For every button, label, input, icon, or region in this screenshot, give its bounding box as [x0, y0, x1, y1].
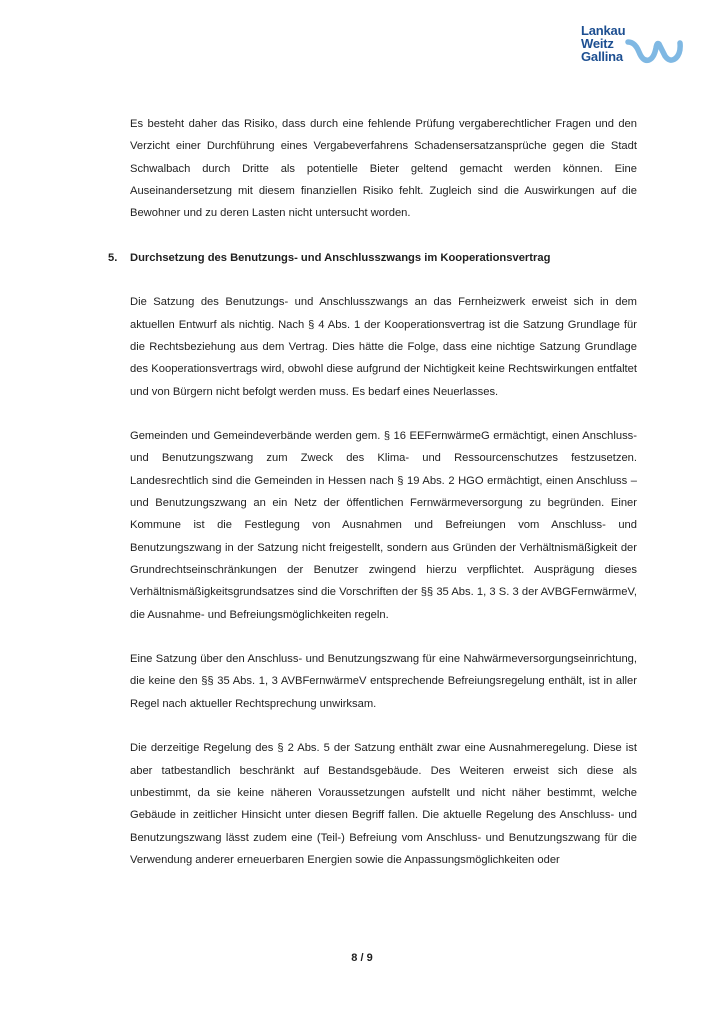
intro-paragraph: Es besteht daher das Risiko, dass durch eine fehlende Prüfung vergaberechtlicher Fragen und den Verzicht einer Durchführung eines Vergabeverfahrens Schadensersatzansprüche gegen die Stadt Schwalbach durch Dritte als potentielle Bieter geltend gemacht werden können. Eine Auseinandersetzung mit diesem finanziellen Risiko fehlt. Zugleich sind die Auswirkungen auf die Bewohner und zu deren Lasten nicht untersucht worden.: [130, 118, 637, 220]
company-logo: [581, 24, 691, 68]
section-heading: [108, 247, 637, 269]
section-number: 5.: [108, 251, 118, 264]
section-title: Durchsetzung des Benutzungs- und Anschlusszwangs im Kooperationsvertrag: [130, 251, 551, 264]
paragraph: Eine Satzung über den Anschluss- und Benutzungszwang für eine Nahwärmeversorgungseinrichtung, die keine den §§ 35 Abs. 1, 3 AVBFernwärmeV entsprechende Befreiungsregelung enthält, ist in aller Regel nach aktueller Rechtsprechung unwirksam.: [130, 653, 637, 710]
wave-vu-logo-icon: [625, 36, 685, 66]
document-body: [108, 113, 637, 871]
logo-line-2: Weitz: [581, 36, 614, 51]
paragraph: Die derzeitige Regelung des § 2 Abs. 5 der Satzung enthält zwar eine Ausnahmeregelung. Diese ist aber tatbestandlich beschränkt auf Bestandsgebäude. Des Weiteren erweist sich diese als unbestimmt, da sie keine näheren Voraussetzungen aufstellt und nicht näher bestimmt, welche Gebäude in zeitlicher Hinsicht unter diesen Begriff fallen. Die aktuelle Regelung des Anschluss- und Benutzungszwang lässt zudem eine (Teil-) Befreiung vom Anschluss- und Benutzungszwang für die Verwendung anderer erneuerbaren Energien sowie die Anpassungsmöglichkeiten oder: [130, 742, 637, 866]
logo-line-1: Lankau: [581, 23, 626, 38]
logo-wordmark: [581, 24, 625, 63]
paragraph: Die Satzung des Benutzungs- und Anschlusszwangs an das Fernheizwerk erweist sich in dem aktuellen Entwurf als nichtig. Nach § 4 Abs. 1 der Kooperationsvertrag ist die Satzung Grundlage für die Rechtsbeziehung aus dem Vertrag. Dies hätte die Folge, dass eine nichtige Satzung Grundlage des Kooperationsvertrags wird, obwohl diese aufgrund der Nichtigkeit keine Rechtswirkungen entfaltet und von Bürgern nicht befolgt werden muss. Es bedarf eines Neuerlasses.: [130, 296, 637, 398]
logo-line-3: Gallina: [581, 49, 623, 64]
page-number: 8 / 9: [351, 952, 373, 964]
paragraph: Gemeinden und Gemeindeverbände werden gem. § 16 EEFernwärmeG ermächtigt, einen Anschluss- und Benutzungszwang zum Zweck des Klima- und Ressourcenschutzes festzusetzen. Landesrechtlich sind die Gemeinden in Hessen nach § 19 Abs. 2 HGO ermächtigt, einen Anschluss – und Benutzungszwang an ein Netz der öffentlichen Fernwärmeversorgung zu begründen. Einer Kommune ist die Festlegung von Ausnahmen und Befreiungen vom Anschluss- und Benutzungszwang in der Satzung nicht freigestellt, sondern aus Gründen der Verhältnismäßigkeit der Grundrechtseinschränkungen der Benutzer zwingend hierzu verpflichtet. Ausprägung dieses Verhältnismäßigkeitsgrundsatzes sind die Vorschriften der §§ 35 Abs. 1, 3 S. 3 der AVBGFernwärmeV, die Ausnahme- und Befreiungsmöglichkeiten regeln.: [130, 430, 637, 621]
